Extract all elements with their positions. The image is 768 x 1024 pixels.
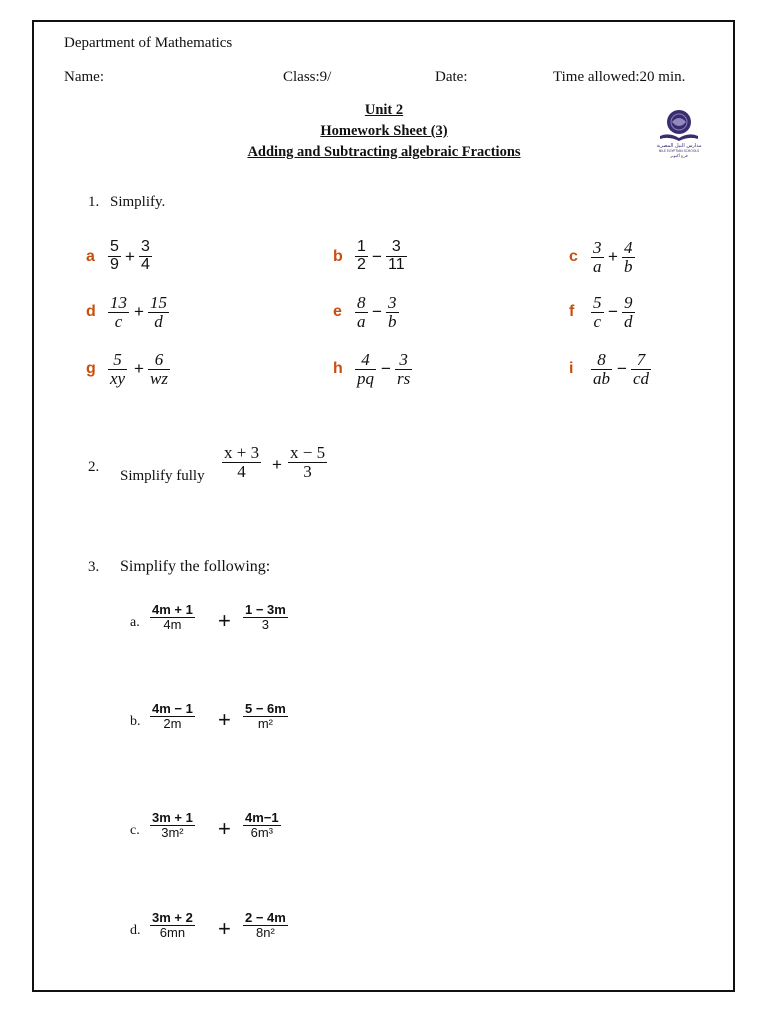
- name-label: Name:: [64, 69, 104, 85]
- q1-a-operator: +: [125, 247, 135, 266]
- q1-number: 1.: [88, 194, 100, 210]
- q3-b-fraction-1-numerator: 4m − 1: [152, 701, 193, 716]
- q1-g-fraction-2-denominator: wz: [150, 368, 168, 388]
- q3-item-label-a: a.: [130, 615, 140, 630]
- q1-b-operator: −: [372, 247, 382, 266]
- department-label: Department of Mathematics: [64, 35, 233, 51]
- q1-d-fraction-2-numerator: 15: [150, 293, 167, 312]
- q1-h-fraction-2: [395, 351, 412, 388]
- q1-c-fraction-2-denominator: b: [624, 256, 633, 276]
- class-label: Class:9/: [283, 69, 332, 85]
- q3-b-fraction-1: [150, 702, 195, 730]
- q1-item-label-c: c: [569, 248, 578, 265]
- q1-item-label-a: a: [86, 248, 95, 265]
- q3-a-fraction-2-denominator: 3: [261, 616, 270, 632]
- q3-d-fraction-2-denominator: 8n²: [256, 924, 275, 940]
- q1-c-fraction-1-denominator: a: [593, 256, 602, 276]
- q1-b-fraction-1-denominator: 2: [357, 255, 366, 273]
- q3-d-fraction-1-denominator: 6mn: [159, 924, 186, 940]
- q1-d-operator: +: [134, 302, 144, 321]
- q1-a-fraction-1-denominator: 9: [110, 255, 119, 273]
- q1-item-label-i: i: [569, 360, 574, 377]
- q1-g-fraction-1-denominator: xy: [110, 368, 126, 388]
- q1-b-fraction-2-denominator: 11: [388, 255, 405, 273]
- q3-d-operator: +: [218, 916, 231, 941]
- q3-c-fraction-2-denominator: 6m³: [250, 824, 273, 840]
- q2-numerator-1: x + 3: [224, 443, 260, 462]
- q1-h-fraction-1: [355, 351, 376, 388]
- q2-denominator-1: 4: [237, 461, 246, 481]
- q3-c-fraction-1-numerator: 3m + 1: [152, 810, 193, 825]
- q3-c-fraction-2: [243, 811, 281, 839]
- q1-g-fraction-1: [108, 351, 127, 388]
- q1-i-fraction-2: [631, 351, 651, 388]
- q1-d-fraction-1: [108, 294, 129, 331]
- q3-item-label-b: b.: [130, 714, 141, 729]
- page-border: [32, 20, 735, 992]
- q1-a-fraction-2: [139, 239, 152, 274]
- q1-g-fraction-2-numerator: 6: [154, 350, 164, 369]
- q3-d-fraction-2-numerator: 2 − 4m: [245, 910, 286, 925]
- q1-c-fraction-2-numerator: 4: [624, 238, 633, 257]
- q1-d-fraction-1-denominator: c: [114, 311, 123, 331]
- q3-b-fraction-1-denominator: 2m: [163, 715, 182, 731]
- q1-i-fraction-1: [591, 351, 612, 388]
- q1-i-operator: −: [617, 359, 627, 378]
- q1-item-label-d: d: [86, 303, 96, 320]
- q1-h-fraction-1-numerator: 4: [361, 350, 370, 369]
- q1-e-fraction-1: [355, 294, 368, 331]
- q1-f-fraction-2-numerator: 9: [624, 293, 633, 312]
- q1-prompt: Simplify.: [110, 194, 166, 210]
- q2-prompt: Simplify fully: [120, 468, 205, 484]
- q1-e-fraction-1-numerator: 8: [357, 293, 366, 312]
- q1-item-label-h: h: [333, 360, 343, 377]
- q2-numerator-2: x − 5: [290, 443, 326, 462]
- unit-title: Unit 2: [364, 102, 404, 118]
- q1-f-fraction-1-denominator: c: [593, 311, 602, 331]
- q1-a-fraction-2-denominator: 4: [141, 255, 150, 273]
- q1-f-fraction-1: [591, 294, 604, 331]
- q1-item-label-g: g: [86, 360, 96, 377]
- q1-e-operator: −: [372, 302, 382, 321]
- topic-title: Adding and Subtracting algebraic Fractions: [247, 144, 521, 160]
- q3-c-operator: +: [218, 816, 231, 841]
- q1-b-fraction-1: [355, 239, 368, 274]
- q1-d-fraction-2-denominator: d: [154, 311, 163, 331]
- q1-a-fraction-1: [108, 239, 121, 274]
- q2-operator: +: [272, 455, 282, 474]
- q1-e-fraction-1-denominator: a: [357, 311, 366, 331]
- q3-c-fraction-1: [150, 811, 195, 839]
- q3-a-fraction-2: [243, 603, 288, 631]
- q1-i-fraction-2-numerator: 7: [636, 350, 646, 369]
- q2-denominator-2: 3: [303, 461, 312, 481]
- q1-f-fraction-2-denominator: d: [624, 311, 633, 331]
- q3-prompt: Simplify the following:: [120, 558, 271, 575]
- school-logo-icon: [656, 108, 702, 158]
- q3-a-fraction-1: [150, 603, 195, 631]
- q1-g-fraction-2: [148, 351, 170, 388]
- q3-a-fraction-1-numerator: 4m + 1: [152, 602, 193, 617]
- sheet-title: Homework Sheet (3): [320, 123, 448, 139]
- q3-d-fraction-2: [243, 911, 288, 939]
- q1-f-operator: −: [608, 302, 618, 321]
- q3-d-fraction-1-numerator: 3m + 2: [152, 910, 193, 925]
- q1-f-fraction-2: [622, 294, 635, 331]
- q1-h-fraction-1-denominator: pq: [357, 368, 374, 388]
- q3-c-fraction-2-numerator: 4m−1: [245, 810, 279, 825]
- q3-item-label-c: c.: [130, 823, 140, 838]
- q1-item-label-f: f: [569, 303, 575, 320]
- q1-h-operator: −: [381, 359, 391, 378]
- q3-b-fraction-2: [243, 702, 288, 730]
- q1-item-label-b: b: [333, 248, 343, 265]
- q3-number: 3.: [88, 559, 100, 575]
- q1-e-fraction-2-numerator: 3: [388, 293, 397, 312]
- q1-c-fraction-1: [591, 239, 604, 276]
- q3-b-fraction-2-denominator: m²: [257, 715, 273, 731]
- q1-i-fraction-2-denominator: cd: [633, 368, 650, 388]
- logo-text-arabic: مدارس النيل المصرية: [656, 143, 702, 149]
- q1-b-fraction-1-numerator: 1: [357, 238, 366, 255]
- q1-h-fraction-2-denominator: rs: [397, 368, 411, 388]
- q3-a-fraction-1-denominator: 4m: [163, 616, 182, 632]
- logo-text-english: NILE EGYPTIAN SCHOOLS: [658, 149, 700, 153]
- q1-g-fraction-1-numerator: 5: [113, 350, 122, 369]
- q1-g-operator: +: [134, 359, 144, 378]
- q3-a-operator: +: [218, 608, 231, 633]
- q3-b-fraction-2-numerator: 5 − 6m: [245, 701, 286, 716]
- q1-d-fraction-2: [148, 294, 169, 331]
- q3-c-fraction-1-denominator: 3m²: [161, 824, 184, 840]
- q1-a-fraction-1-numerator: 5: [110, 238, 119, 255]
- q1-e-fraction-2-denominator: b: [388, 311, 397, 331]
- q1-c-fraction-2: [622, 239, 635, 276]
- q1-i-fraction-1-numerator: 8: [597, 350, 606, 369]
- q3-d-fraction-1: [150, 911, 195, 939]
- logo-text-branch: فرع أكتوبر: [670, 153, 688, 158]
- q1-f-fraction-1-numerator: 5: [593, 293, 602, 312]
- q2-fraction-1: [222, 444, 261, 481]
- q1-c-operator: +: [608, 247, 618, 266]
- q1-h-fraction-2-numerator: 3: [399, 350, 408, 369]
- q3-b-operator: +: [218, 707, 231, 732]
- q3-a-fraction-2-numerator: 1 − 3m: [245, 602, 286, 617]
- q1-c-fraction-1-numerator: 3: [593, 238, 602, 257]
- q3-item-label-d: d.: [130, 923, 141, 938]
- q2-number: 2.: [88, 459, 100, 475]
- q1-item-label-e: e: [333, 303, 342, 320]
- q1-d-fraction-1-numerator: 13: [110, 293, 127, 312]
- q1-a-fraction-2-numerator: 3: [141, 238, 150, 255]
- q1-e-fraction-2: [386, 294, 399, 331]
- q1-i-fraction-1-denominator: ab: [593, 368, 610, 388]
- date-label: Date:: [435, 69, 468, 85]
- time-allowed-label: Time allowed:20 min.: [553, 69, 686, 85]
- q2-fraction-2: [288, 444, 327, 481]
- q1-b-fraction-2: [386, 239, 407, 274]
- q1-b-fraction-2-numerator: 3: [391, 238, 401, 255]
